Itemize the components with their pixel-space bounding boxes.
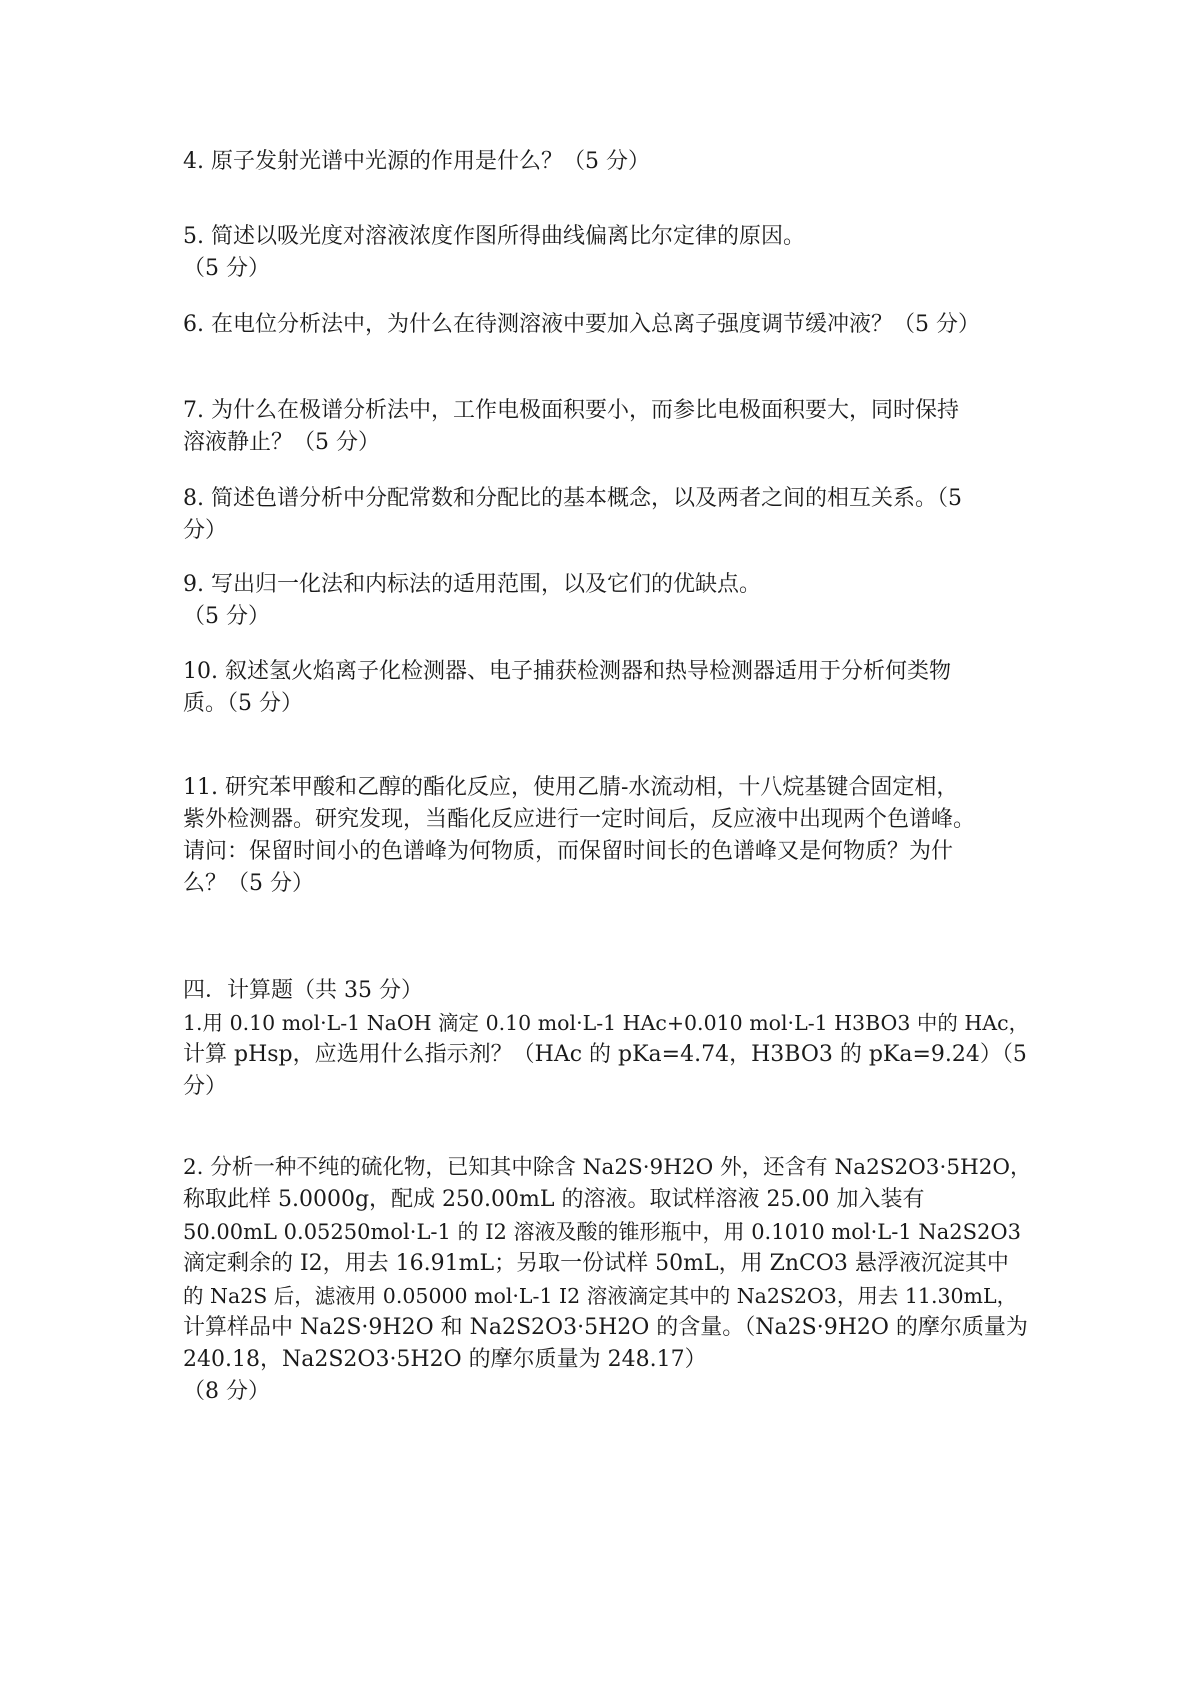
problem-2: [183, 1152, 1033, 1408]
problem-line: 计算样品中 Na2S·9H2O 和 Na2S2O3·5H2O 的含量。（Na2S·9H2O 的摩尔质量为: [183, 1315, 1028, 1340]
question-6: [183, 309, 1033, 341]
section-heading: [183, 975, 1033, 1007]
question-line: 溶液静止？（5 分）: [183, 430, 380, 455]
question-line: 8. 简述色谱分析中分配常数和分配比的基本概念，以及两者之间的相互关系。（5: [183, 486, 962, 511]
question-line: 11. 研究苯甲酸和乙醇的酯化反应，使用乙腈-水流动相，十八烷基键合固定相，: [183, 775, 959, 800]
question-line: 么？（5 分）: [183, 871, 314, 896]
question-line: 质。（5 分）: [183, 691, 303, 716]
question-line: 5. 简述以吸光度对溶液浓度作图所得曲线偏离比尔定律的原因。: [183, 224, 805, 249]
question-8: [183, 483, 1033, 547]
question-11: [183, 772, 1033, 900]
question-line: （5 分）: [183, 604, 270, 629]
problem-line: 分）: [183, 1074, 228, 1099]
section-title: 四．计算题（共 35 分）: [183, 978, 423, 1003]
question-5: [183, 221, 1033, 285]
question-7: [183, 395, 1033, 459]
question-line: 分）: [183, 518, 228, 543]
question-line: （5 分）: [183, 256, 270, 281]
question-line: 9. 写出归一化法和内标法的适用范围，以及它们的优缺点。: [183, 572, 761, 597]
question-line: 紫外检测器。研究发现，当酯化反应进行一定时间后，反应液中出现两个色谱峰。: [183, 807, 976, 832]
problem-1: [183, 1007, 1033, 1103]
question-line: 请问：保留时间小的色谱峰为何物质，而保留时间长的色谱峰又是何物质？为什: [183, 839, 954, 864]
question-9: [183, 569, 1033, 633]
problem-line: 的 Na2S 后，滤液用 0.05000 mol·L-1 I2 溶液滴定其中的 Na2S2O3，用去 11.30mL，: [183, 1284, 1018, 1308]
question-10: [183, 656, 1033, 720]
question-line: 7. 为什么在极谱分析法中，工作电极面积要小，而参比电极面积要大，同时保持: [183, 398, 959, 423]
problem-line: 滴定剩余的 I2，用去 16.91mL；另取一份试样 50mL，用 ZnCO3 悬浮液沉淀其中: [183, 1251, 1009, 1276]
problem-line: （8 分）: [183, 1379, 270, 1404]
question-line: 6. 在电位分析法中，为什么在待测溶液中要加入总离子强度调节缓冲液？（5 分）: [183, 312, 980, 337]
question-line: 10. 叙述氢火焰离子化检测器、电子捕获检测器和热导检测器适用于分析何类物: [183, 659, 951, 684]
question-4: [183, 146, 1033, 178]
problem-line: 50.00mL 0.05250mol·L-1 的 I2 溶液及酸的锥形瓶中，用 0.1010 mol·L-1 Na2S2O3: [183, 1220, 1021, 1244]
problem-line: 称取此样 5.0000g，配成 250.00mL 的溶液。取试样溶液 25.00 加入装有: [183, 1187, 925, 1212]
question-line: 4. 原子发射光谱中光源的作用是什么？（5 分）: [183, 149, 650, 174]
problem-line: 2. 分析一种不纯的硫化物，已知其中除含 Na2S·9H2O 外，还含有 Na2S2O3·5H2O，: [183, 1155, 1032, 1180]
problem-line: 1.用 0.10 mol·L-1 NaOH 滴定 0.10 mol·L-1 HAc+0.010 mol·L-1 H3BO3 中的 HAc，: [183, 1011, 1030, 1035]
problem-line: 240.18，Na2S2O3·5H2O 的摩尔质量为 248.17）: [183, 1347, 707, 1372]
problem-line: 计算 pHsp，应选用什么指示剂？（HAc 的 pKa=4.74，H3BO3 的 pKa=9.24）（5: [183, 1042, 1027, 1067]
